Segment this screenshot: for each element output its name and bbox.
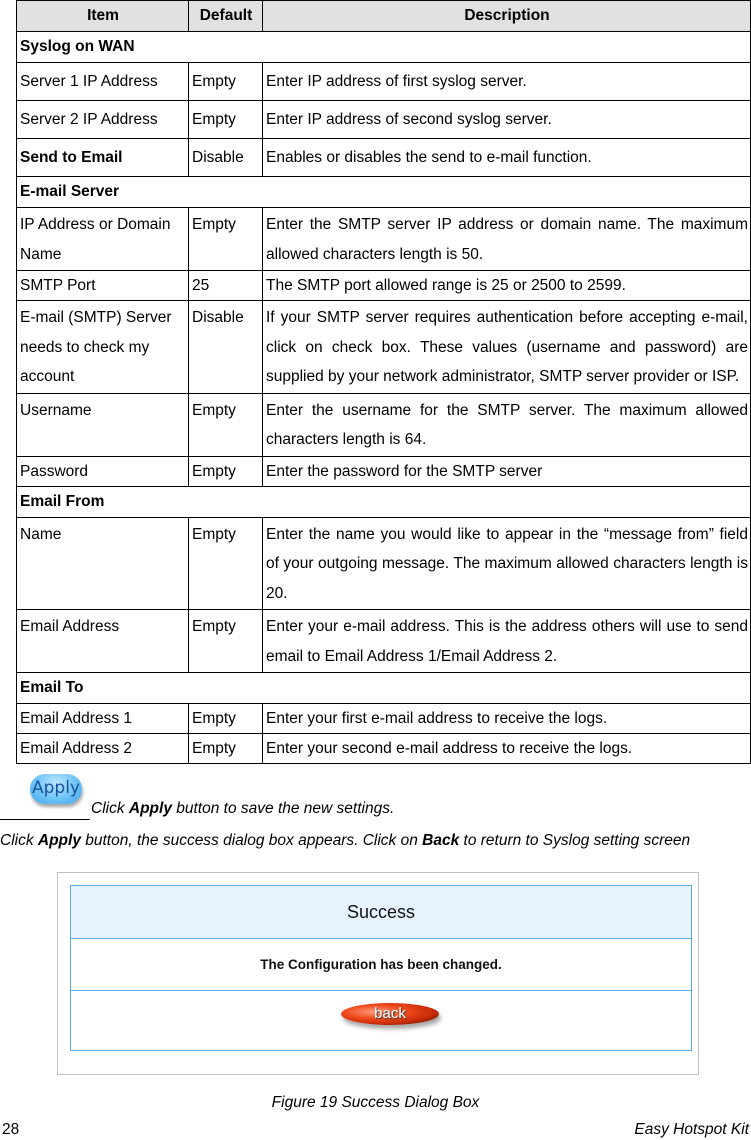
item-cell: Email Address 2 xyxy=(17,734,189,764)
description-cell: Enter the username for the SMTP server. The maximum allowed characters length is 64. xyxy=(263,393,751,456)
default-cell: Empty xyxy=(189,63,263,101)
description-cell: Enter your first e-mail address to receive the logs. xyxy=(263,704,751,734)
caption-bold: Apply xyxy=(128,800,172,817)
figure-caption: Figure 19 Success Dialog Box xyxy=(271,1094,480,1111)
default-cell: Empty xyxy=(189,101,263,139)
table-row xyxy=(17,139,751,177)
page-number: 28 xyxy=(2,1121,20,1138)
item-cell: Server 1 IP Address xyxy=(17,63,189,101)
item-cell: IP Address or Domain Name xyxy=(17,208,189,271)
description-cell: Enter IP address of first syslog server. xyxy=(263,63,751,101)
table-row xyxy=(17,610,751,673)
description-cell: The SMTP port allowed range is 25 or 2500 to 2599. xyxy=(263,271,751,301)
dialog-message: The Configuration has been changed. xyxy=(71,939,691,991)
item-cell: E-mail (SMTP) Server needs to check my account xyxy=(17,301,189,394)
divider-line xyxy=(0,819,90,820)
column-header-item: Item xyxy=(17,1,189,32)
item-cell: Name xyxy=(17,517,189,610)
intro-text: to return to Syslog setting screen xyxy=(459,832,691,849)
syslog-settings-table xyxy=(16,0,751,764)
table-row xyxy=(17,517,751,610)
default-cell: Disable xyxy=(189,301,263,394)
intro-paragraph xyxy=(0,832,690,850)
default-cell: Empty xyxy=(189,517,263,610)
section-row-email-server xyxy=(17,177,751,208)
item-cell: Send to Email xyxy=(17,139,189,177)
section-row-email-to xyxy=(17,673,751,704)
caption-text: Click xyxy=(91,800,129,817)
intro-text: Click xyxy=(0,832,38,849)
default-cell: Empty xyxy=(189,456,263,486)
default-cell: Disable xyxy=(189,139,263,177)
description-cell: Enter the SMTP server IP address or domain name. The maximum allowed characters length is 50. xyxy=(263,208,751,271)
back-button[interactable]: back xyxy=(341,1003,439,1025)
default-cell: Empty xyxy=(189,393,263,456)
description-cell: Enter the password for the SMTP server xyxy=(263,456,751,486)
description-cell: If your SMTP server requires authentication before accepting e-mail, click on check box. These values (username and password) are supplied by your network administrator, SMTP server provider or ISP. xyxy=(263,301,751,394)
table-row xyxy=(17,456,751,486)
section-title: Syslog on WAN xyxy=(17,32,751,63)
default-cell: Empty xyxy=(189,610,263,673)
section-title: E-mail Server xyxy=(17,177,751,208)
caption-text: button to save the new settings. xyxy=(171,800,395,817)
section-title: Email From xyxy=(17,486,751,517)
description-cell: Enter the name you would like to appear in the “message from” field of your outgoing message. The maximum allowed characters length is 20. xyxy=(263,517,751,610)
default-cell: 25 xyxy=(189,271,263,301)
table-row xyxy=(17,301,751,394)
apply-button[interactable]: Apply xyxy=(30,774,82,804)
description-cell: Enables or disables the send to e-mail function. xyxy=(263,139,751,177)
table-row xyxy=(17,208,751,271)
item-cell: Email Address xyxy=(17,610,189,673)
description-cell: Enter your second e-mail address to receive the logs. xyxy=(263,734,751,764)
section-row-syslog-on-wan xyxy=(17,32,751,63)
default-cell: Empty xyxy=(189,734,263,764)
default-cell: Empty xyxy=(189,704,263,734)
intro-bold: Apply xyxy=(37,832,81,849)
table-row xyxy=(17,734,751,764)
section-title: Email To xyxy=(17,673,751,704)
description-cell: Enter IP address of second syslog server. xyxy=(263,101,751,139)
section-row-email-from xyxy=(17,486,751,517)
dialog-footer xyxy=(71,991,691,1049)
document-title: Easy Hotspot Kit xyxy=(634,1121,749,1138)
item-cell: Username xyxy=(17,393,189,456)
intro-bold: Back xyxy=(422,832,460,849)
item-cell: Password xyxy=(17,456,189,486)
success-dialog-figure xyxy=(57,872,699,1075)
apply-instruction xyxy=(0,772,751,822)
table-row xyxy=(17,63,751,101)
description-cell: Enter your e-mail address. This is the address others will use to send email to Email Address 1/Email Address 2. xyxy=(263,610,751,673)
default-cell: Empty xyxy=(189,208,263,271)
apply-caption xyxy=(91,800,394,818)
table-row xyxy=(17,393,751,456)
item-cell: Email Address 1 xyxy=(17,704,189,734)
item-cell: SMTP Port xyxy=(17,271,189,301)
intro-text: button, the success dialog box appears. Click on xyxy=(80,832,423,849)
table-header-row xyxy=(17,1,751,32)
table-row xyxy=(17,271,751,301)
dialog-title: Success xyxy=(71,886,691,939)
column-header-description: Description xyxy=(263,1,751,32)
table-row xyxy=(17,704,751,734)
success-dialog xyxy=(70,885,692,1051)
item-cell: Server 2 IP Address xyxy=(17,101,189,139)
table-row xyxy=(17,101,751,139)
column-header-default: Default xyxy=(189,1,263,32)
